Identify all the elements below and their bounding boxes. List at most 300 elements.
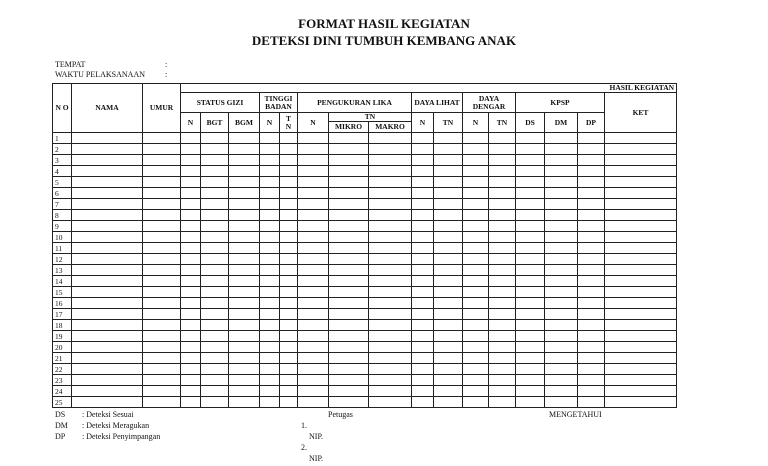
- table-cell[interactable]: [181, 166, 201, 177]
- table-cell[interactable]: [516, 210, 545, 221]
- table-cell[interactable]: [181, 320, 201, 331]
- table-cell[interactable]: [605, 133, 677, 144]
- table-cell[interactable]: [181, 265, 201, 276]
- table-cell[interactable]: [369, 265, 412, 276]
- table-cell[interactable]: [489, 342, 516, 353]
- table-cell[interactable]: [260, 177, 280, 188]
- table-cell[interactable]: [280, 144, 298, 155]
- table-cell[interactable]: [260, 210, 280, 221]
- table-cell[interactable]: [369, 397, 412, 408]
- table-cell[interactable]: [489, 166, 516, 177]
- table-cell[interactable]: [298, 375, 329, 386]
- table-cell[interactable]: [412, 320, 434, 331]
- table-cell[interactable]: [412, 243, 434, 254]
- table-cell[interactable]: [434, 386, 463, 397]
- table-cell[interactable]: [434, 155, 463, 166]
- table-cell[interactable]: [434, 298, 463, 309]
- table-cell[interactable]: [605, 265, 677, 276]
- table-cell[interactable]: [434, 232, 463, 243]
- table-cell[interactable]: [369, 342, 412, 353]
- table-cell[interactable]: [298, 287, 329, 298]
- table-cell[interactable]: [229, 155, 260, 166]
- table-cell[interactable]: [201, 265, 229, 276]
- table-cell[interactable]: [181, 243, 201, 254]
- table-cell[interactable]: [181, 155, 201, 166]
- table-cell[interactable]: [280, 188, 298, 199]
- table-cell[interactable]: [72, 265, 143, 276]
- table-cell[interactable]: [516, 177, 545, 188]
- table-cell[interactable]: [181, 364, 201, 375]
- table-cell[interactable]: [72, 166, 143, 177]
- table-cell[interactable]: [201, 232, 229, 243]
- table-cell[interactable]: [605, 364, 677, 375]
- table-cell[interactable]: [412, 287, 434, 298]
- table-cell[interactable]: [329, 287, 369, 298]
- table-cell[interactable]: [72, 254, 143, 265]
- table-cell[interactable]: [143, 320, 181, 331]
- table-cell[interactable]: [545, 188, 578, 199]
- table-cell[interactable]: [489, 254, 516, 265]
- table-cell[interactable]: [369, 331, 412, 342]
- table-cell[interactable]: [516, 276, 545, 287]
- table-cell[interactable]: [229, 243, 260, 254]
- table-cell[interactable]: [329, 397, 369, 408]
- table-cell[interactable]: [72, 133, 143, 144]
- table-cell[interactable]: [181, 177, 201, 188]
- table-cell[interactable]: [72, 364, 143, 375]
- table-cell[interactable]: [280, 177, 298, 188]
- table-cell[interactable]: [545, 232, 578, 243]
- table-cell[interactable]: [463, 133, 489, 144]
- table-cell[interactable]: [489, 298, 516, 309]
- table-cell[interactable]: [229, 342, 260, 353]
- table-cell[interactable]: [72, 309, 143, 320]
- table-cell[interactable]: [434, 188, 463, 199]
- table-cell[interactable]: [260, 254, 280, 265]
- table-cell[interactable]: [516, 232, 545, 243]
- table-cell[interactable]: [516, 265, 545, 276]
- table-cell[interactable]: [143, 133, 181, 144]
- table-cell[interactable]: [369, 133, 412, 144]
- table-cell[interactable]: [412, 309, 434, 320]
- table-cell[interactable]: [489, 386, 516, 397]
- table-cell[interactable]: [181, 133, 201, 144]
- table-cell[interactable]: [329, 188, 369, 199]
- table-cell[interactable]: [280, 210, 298, 221]
- table-cell[interactable]: [143, 375, 181, 386]
- table-cell[interactable]: [463, 265, 489, 276]
- table-cell[interactable]: [489, 232, 516, 243]
- table-cell[interactable]: [545, 155, 578, 166]
- table-cell[interactable]: [143, 155, 181, 166]
- table-cell[interactable]: [516, 166, 545, 177]
- table-cell[interactable]: [489, 210, 516, 221]
- table-cell[interactable]: [143, 309, 181, 320]
- table-cell[interactable]: [578, 331, 605, 342]
- table-cell[interactable]: [516, 254, 545, 265]
- table-cell[interactable]: [605, 155, 677, 166]
- table-cell[interactable]: [280, 287, 298, 298]
- table-cell[interactable]: [260, 155, 280, 166]
- table-cell[interactable]: [605, 144, 677, 155]
- table-cell[interactable]: [298, 320, 329, 331]
- table-cell[interactable]: [329, 265, 369, 276]
- table-cell[interactable]: [72, 221, 143, 232]
- table-cell[interactable]: [329, 298, 369, 309]
- table-cell[interactable]: [578, 276, 605, 287]
- table-cell[interactable]: [143, 188, 181, 199]
- table-cell[interactable]: [260, 144, 280, 155]
- table-cell[interactable]: [578, 188, 605, 199]
- table-cell[interactable]: [545, 221, 578, 232]
- table-cell[interactable]: [369, 353, 412, 364]
- table-cell[interactable]: [369, 364, 412, 375]
- table-cell[interactable]: [489, 287, 516, 298]
- table-cell[interactable]: [516, 133, 545, 144]
- table-cell[interactable]: [578, 309, 605, 320]
- table-cell[interactable]: [369, 254, 412, 265]
- table-cell[interactable]: [369, 243, 412, 254]
- table-cell[interactable]: [605, 177, 677, 188]
- table-cell[interactable]: [229, 177, 260, 188]
- table-cell[interactable]: [72, 243, 143, 254]
- table-cell[interactable]: [489, 243, 516, 254]
- table-cell[interactable]: [280, 298, 298, 309]
- table-cell[interactable]: [545, 298, 578, 309]
- table-cell[interactable]: [545, 166, 578, 177]
- table-cell[interactable]: [516, 375, 545, 386]
- table-cell[interactable]: [605, 309, 677, 320]
- table-cell[interactable]: [280, 133, 298, 144]
- table-cell[interactable]: [72, 155, 143, 166]
- table-cell[interactable]: [463, 309, 489, 320]
- table-cell[interactable]: [516, 221, 545, 232]
- table-cell[interactable]: [72, 199, 143, 210]
- table-cell[interactable]: [229, 232, 260, 243]
- table-cell[interactable]: [369, 232, 412, 243]
- table-cell[interactable]: [545, 199, 578, 210]
- table-cell[interactable]: [578, 320, 605, 331]
- table-cell[interactable]: [280, 331, 298, 342]
- table-cell[interactable]: [201, 166, 229, 177]
- table-cell[interactable]: [280, 276, 298, 287]
- table-cell[interactable]: [489, 364, 516, 375]
- table-cell[interactable]: [463, 397, 489, 408]
- table-cell[interactable]: [578, 287, 605, 298]
- table-cell[interactable]: [369, 287, 412, 298]
- table-cell[interactable]: [463, 375, 489, 386]
- table-cell[interactable]: [578, 375, 605, 386]
- table-cell[interactable]: [605, 254, 677, 265]
- table-cell[interactable]: [280, 353, 298, 364]
- table-cell[interactable]: [605, 342, 677, 353]
- table-cell[interactable]: [463, 353, 489, 364]
- table-cell[interactable]: [181, 232, 201, 243]
- table-cell[interactable]: [201, 298, 229, 309]
- table-cell[interactable]: [578, 342, 605, 353]
- table-cell[interactable]: [229, 331, 260, 342]
- table-cell[interactable]: [72, 144, 143, 155]
- table-cell[interactable]: [143, 397, 181, 408]
- table-cell[interactable]: [578, 397, 605, 408]
- table-cell[interactable]: [605, 188, 677, 199]
- table-cell[interactable]: [181, 144, 201, 155]
- table-cell[interactable]: [463, 364, 489, 375]
- table-cell[interactable]: [229, 353, 260, 364]
- table-cell[interactable]: [489, 221, 516, 232]
- table-cell[interactable]: [260, 232, 280, 243]
- table-cell[interactable]: [298, 188, 329, 199]
- table-cell[interactable]: [298, 166, 329, 177]
- table-cell[interactable]: [201, 243, 229, 254]
- table-cell[interactable]: [229, 221, 260, 232]
- table-cell[interactable]: [181, 309, 201, 320]
- table-cell[interactable]: [201, 144, 229, 155]
- table-cell[interactable]: [545, 386, 578, 397]
- table-cell[interactable]: [412, 177, 434, 188]
- table-cell[interactable]: [229, 265, 260, 276]
- table-cell[interactable]: [369, 144, 412, 155]
- table-cell[interactable]: [280, 232, 298, 243]
- table-cell[interactable]: [329, 254, 369, 265]
- table-cell[interactable]: [201, 375, 229, 386]
- table-cell[interactable]: [463, 221, 489, 232]
- table-cell[interactable]: [463, 232, 489, 243]
- table-cell[interactable]: [260, 265, 280, 276]
- table-cell[interactable]: [298, 265, 329, 276]
- table-cell[interactable]: [229, 298, 260, 309]
- table-cell[interactable]: [143, 353, 181, 364]
- table-cell[interactable]: [545, 276, 578, 287]
- table-cell[interactable]: [280, 221, 298, 232]
- table-cell[interactable]: [545, 364, 578, 375]
- table-cell[interactable]: [229, 188, 260, 199]
- table-cell[interactable]: [369, 188, 412, 199]
- table-cell[interactable]: [298, 232, 329, 243]
- table-cell[interactable]: [369, 386, 412, 397]
- table-cell[interactable]: [463, 166, 489, 177]
- table-cell[interactable]: [434, 265, 463, 276]
- table-cell[interactable]: [463, 386, 489, 397]
- table-cell[interactable]: [72, 287, 143, 298]
- table-cell[interactable]: [434, 397, 463, 408]
- table-cell[interactable]: [545, 254, 578, 265]
- table-cell[interactable]: [143, 177, 181, 188]
- table-cell[interactable]: [516, 243, 545, 254]
- table-cell[interactable]: [280, 243, 298, 254]
- table-cell[interactable]: [229, 364, 260, 375]
- table-cell[interactable]: [260, 188, 280, 199]
- table-cell[interactable]: [201, 353, 229, 364]
- table-cell[interactable]: [369, 166, 412, 177]
- table-cell[interactable]: [516, 397, 545, 408]
- table-cell[interactable]: [143, 276, 181, 287]
- table-cell[interactable]: [605, 331, 677, 342]
- table-cell[interactable]: [329, 199, 369, 210]
- table-cell[interactable]: [412, 133, 434, 144]
- table-cell[interactable]: [545, 320, 578, 331]
- table-cell[interactable]: [72, 386, 143, 397]
- table-cell[interactable]: [489, 265, 516, 276]
- table-cell[interactable]: [412, 342, 434, 353]
- table-cell[interactable]: [578, 364, 605, 375]
- table-cell[interactable]: [229, 276, 260, 287]
- table-cell[interactable]: [463, 287, 489, 298]
- table-cell[interactable]: [229, 144, 260, 155]
- table-cell[interactable]: [201, 397, 229, 408]
- table-cell[interactable]: [605, 276, 677, 287]
- table-cell[interactable]: [181, 254, 201, 265]
- table-cell[interactable]: [545, 375, 578, 386]
- table-cell[interactable]: [434, 199, 463, 210]
- table-cell[interactable]: [298, 144, 329, 155]
- table-cell[interactable]: [578, 254, 605, 265]
- table-cell[interactable]: [516, 309, 545, 320]
- table-cell[interactable]: [369, 177, 412, 188]
- table-cell[interactable]: [298, 243, 329, 254]
- table-cell[interactable]: [260, 320, 280, 331]
- table-cell[interactable]: [605, 221, 677, 232]
- table-cell[interactable]: [201, 331, 229, 342]
- table-cell[interactable]: [605, 232, 677, 243]
- table-cell[interactable]: [143, 199, 181, 210]
- table-cell[interactable]: [463, 331, 489, 342]
- table-cell[interactable]: [516, 331, 545, 342]
- table-cell[interactable]: [329, 210, 369, 221]
- table-cell[interactable]: [434, 342, 463, 353]
- table-cell[interactable]: [578, 166, 605, 177]
- table-cell[interactable]: [181, 298, 201, 309]
- table-cell[interactable]: [329, 331, 369, 342]
- table-cell[interactable]: [578, 232, 605, 243]
- table-cell[interactable]: [143, 386, 181, 397]
- table-cell[interactable]: [260, 221, 280, 232]
- table-cell[interactable]: [72, 375, 143, 386]
- table-cell[interactable]: [181, 199, 201, 210]
- table-cell[interactable]: [143, 166, 181, 177]
- table-cell[interactable]: [143, 342, 181, 353]
- table-cell[interactable]: [412, 144, 434, 155]
- table-cell[interactable]: [181, 375, 201, 386]
- table-cell[interactable]: [369, 375, 412, 386]
- table-cell[interactable]: [605, 386, 677, 397]
- table-cell[interactable]: [578, 265, 605, 276]
- table-cell[interactable]: [260, 276, 280, 287]
- table-cell[interactable]: [72, 342, 143, 353]
- table-cell[interactable]: [463, 320, 489, 331]
- table-cell[interactable]: [260, 243, 280, 254]
- table-cell[interactable]: [201, 386, 229, 397]
- table-cell[interactable]: [434, 133, 463, 144]
- table-cell[interactable]: [298, 364, 329, 375]
- table-cell[interactable]: [412, 386, 434, 397]
- table-cell[interactable]: [412, 221, 434, 232]
- table-cell[interactable]: [72, 188, 143, 199]
- table-cell[interactable]: [412, 364, 434, 375]
- table-cell[interactable]: [201, 287, 229, 298]
- table-cell[interactable]: [578, 199, 605, 210]
- table-cell[interactable]: [605, 397, 677, 408]
- table-cell[interactable]: [489, 144, 516, 155]
- table-cell[interactable]: [181, 287, 201, 298]
- table-cell[interactable]: [298, 133, 329, 144]
- table-cell[interactable]: [201, 199, 229, 210]
- table-cell[interactable]: [181, 276, 201, 287]
- table-cell[interactable]: [369, 298, 412, 309]
- table-cell[interactable]: [260, 287, 280, 298]
- table-cell[interactable]: [229, 287, 260, 298]
- table-cell[interactable]: [229, 199, 260, 210]
- table-cell[interactable]: [280, 254, 298, 265]
- table-cell[interactable]: [201, 221, 229, 232]
- table-cell[interactable]: [434, 309, 463, 320]
- table-cell[interactable]: [229, 133, 260, 144]
- table-cell[interactable]: [280, 166, 298, 177]
- table-cell[interactable]: [489, 188, 516, 199]
- table-cell[interactable]: [463, 155, 489, 166]
- table-cell[interactable]: [181, 342, 201, 353]
- table-cell[interactable]: [143, 144, 181, 155]
- table-cell[interactable]: [260, 199, 280, 210]
- table-cell[interactable]: [280, 364, 298, 375]
- table-cell[interactable]: [280, 397, 298, 408]
- table-cell[interactable]: [329, 243, 369, 254]
- table-cell[interactable]: [545, 342, 578, 353]
- table-cell[interactable]: [369, 210, 412, 221]
- table-cell[interactable]: [329, 342, 369, 353]
- table-cell[interactable]: [489, 276, 516, 287]
- table-cell[interactable]: [201, 177, 229, 188]
- table-cell[interactable]: [329, 133, 369, 144]
- table-cell[interactable]: [329, 320, 369, 331]
- table-cell[interactable]: [201, 309, 229, 320]
- table-cell[interactable]: [298, 397, 329, 408]
- table-cell[interactable]: [329, 232, 369, 243]
- table-cell[interactable]: [260, 386, 280, 397]
- table-cell[interactable]: [298, 155, 329, 166]
- table-cell[interactable]: [143, 265, 181, 276]
- table-cell[interactable]: [463, 243, 489, 254]
- table-cell[interactable]: [298, 386, 329, 397]
- table-cell[interactable]: [605, 375, 677, 386]
- table-cell[interactable]: [412, 210, 434, 221]
- table-cell[interactable]: [201, 342, 229, 353]
- table-cell[interactable]: [181, 353, 201, 364]
- table-cell[interactable]: [578, 155, 605, 166]
- table-cell[interactable]: [369, 320, 412, 331]
- table-cell[interactable]: [516, 353, 545, 364]
- table-cell[interactable]: [605, 166, 677, 177]
- table-cell[interactable]: [143, 232, 181, 243]
- table-cell[interactable]: [143, 221, 181, 232]
- table-cell[interactable]: [329, 177, 369, 188]
- table-cell[interactable]: [489, 155, 516, 166]
- table-cell[interactable]: [280, 375, 298, 386]
- table-cell[interactable]: [412, 331, 434, 342]
- table-cell[interactable]: [463, 298, 489, 309]
- table-cell[interactable]: [516, 386, 545, 397]
- table-cell[interactable]: [329, 221, 369, 232]
- table-cell[interactable]: [280, 155, 298, 166]
- table-cell[interactable]: [201, 210, 229, 221]
- table-cell[interactable]: [545, 210, 578, 221]
- table-cell[interactable]: [545, 353, 578, 364]
- table-cell[interactable]: [298, 210, 329, 221]
- table-cell[interactable]: [412, 375, 434, 386]
- table-cell[interactable]: [329, 309, 369, 320]
- table-cell[interactable]: [72, 353, 143, 364]
- table-cell[interactable]: [280, 342, 298, 353]
